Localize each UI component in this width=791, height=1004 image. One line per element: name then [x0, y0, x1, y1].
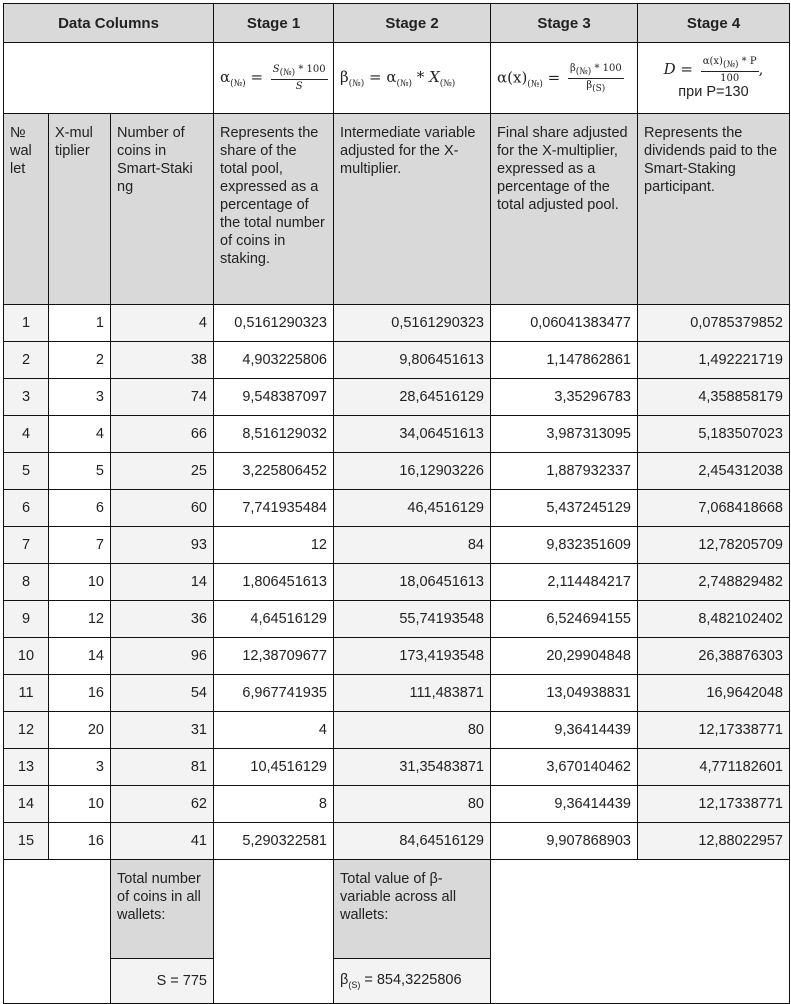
header-data-columns: Data Columns [4, 4, 214, 43]
stage4-cell: 16,9642048 [638, 675, 790, 712]
totals-blank-left [4, 860, 111, 1004]
formula-blank [4, 43, 214, 114]
wallet-cell: 8 [4, 564, 49, 601]
stage3-cell: 1,147862861 [491, 342, 638, 379]
table-row [4, 527, 790, 564]
table-row [4, 379, 790, 416]
stage2-cell: 80 [334, 786, 491, 823]
wallet-cell: 7 [4, 527, 49, 564]
header-stage-3: Stage 3 [491, 4, 638, 43]
coins-cell: 14 [111, 564, 214, 601]
total-coins-label: Total number of coins in all wallets: [111, 860, 214, 959]
coins-cell: 41 [111, 823, 214, 860]
wallet-cell: 15 [4, 823, 49, 860]
table-row [4, 601, 790, 638]
stage2-cell: 55,74193548 [334, 601, 491, 638]
wallet-cell: 13 [4, 749, 49, 786]
multiplier-cell: 16 [49, 675, 111, 712]
formula-stage-1: $\alpha_{(№)}$ = $\frac{S_{(№)} * 100}{S}$ [214, 43, 334, 114]
header-stage-2: Stage 2 [334, 4, 491, 43]
multiplier-cell: 7 [49, 527, 111, 564]
table-row [4, 786, 790, 823]
stage3-cell: 3,670140462 [491, 749, 638, 786]
formula-stage-4: D = $\frac{\alpha(x)_{(№)} * P}{100}$ , при P=130 [638, 43, 790, 114]
header-stage-1: Stage 1 [214, 4, 334, 43]
multiplier-cell: 20 [49, 712, 111, 749]
stage1-cell: 4,64516129 [214, 601, 334, 638]
stage4-cell: 8,482102402 [638, 601, 790, 638]
stage1-cell: 6,967741935 [214, 675, 334, 712]
multiplier-cell: 3 [49, 749, 111, 786]
wallet-cell: 14 [4, 786, 49, 823]
stage1-cell: 0,5161290323 [214, 305, 334, 342]
stage2-cell: 34,06451613 [334, 416, 491, 453]
stage4-cell: 1,492221719 [638, 342, 790, 379]
totals-blank-right [491, 860, 790, 1004]
table-row [4, 749, 790, 786]
stage1-cell: 9,548387097 [214, 379, 334, 416]
desc-multiplier: X-mul tiplier [49, 114, 111, 305]
stage4-cell: 12,78205709 [638, 527, 790, 564]
desc-stage-1: Represents the share of the total pool, expressed as a percentage of the total number of coins in staking. [214, 114, 334, 305]
wallet-cell: 2 [4, 342, 49, 379]
stage3-cell: 13,04938831 [491, 675, 638, 712]
stage1-cell: 12 [214, 527, 334, 564]
stage2-cell: 84 [334, 527, 491, 564]
multiplier-cell: 12 [49, 601, 111, 638]
stage4-cell: 12,17338771 [638, 712, 790, 749]
total-coins-value: S = 775 [111, 959, 214, 1004]
stage4-cell: 12,88022957 [638, 823, 790, 860]
stage1-cell: 12,38709677 [214, 638, 334, 675]
stage2-cell: 111,483871 [334, 675, 491, 712]
stage1-cell: 8 [214, 786, 334, 823]
stage2-cell: 46,4516129 [334, 490, 491, 527]
multiplier-cell: 14 [49, 638, 111, 675]
wallet-cell: 4 [4, 416, 49, 453]
table-row [4, 342, 790, 379]
stage1-cell: 8,516129032 [214, 416, 334, 453]
totals-label-row [4, 860, 790, 959]
table-row [4, 490, 790, 527]
wallet-cell: 9 [4, 601, 49, 638]
multiplier-cell: 10 [49, 564, 111, 601]
stage3-cell: 1,887932337 [491, 453, 638, 490]
wallet-cell: 12 [4, 712, 49, 749]
multiplier-cell: 16 [49, 823, 111, 860]
table-row [4, 564, 790, 601]
table-row [4, 638, 790, 675]
coins-cell: 38 [111, 342, 214, 379]
coins-cell: 81 [111, 749, 214, 786]
formula-note: при P=130 [678, 84, 749, 100]
multiplier-cell: 1 [49, 305, 111, 342]
stage3-cell: 0,06041383477 [491, 305, 638, 342]
stage2-cell: 28,64516129 [334, 379, 491, 416]
stage3-cell: 2,114484217 [491, 564, 638, 601]
stage4-cell: 5,183507023 [638, 416, 790, 453]
wallet-cell: 5 [4, 453, 49, 490]
stage1-cell: 4 [214, 712, 334, 749]
stage1-cell: 5,290322581 [214, 823, 334, 860]
stage3-cell: 5,437245129 [491, 490, 638, 527]
multiplier-cell: 3 [49, 379, 111, 416]
stage4-cell: 7,068418668 [638, 490, 790, 527]
totals-blank-mid [214, 860, 334, 1004]
wallet-cell: 1 [4, 305, 49, 342]
stage2-cell: 173,4193548 [334, 638, 491, 675]
desc-coins: Number of coins in Smart-Staki ng [111, 114, 214, 305]
stage1-cell: 1,806451613 [214, 564, 334, 601]
multiplier-cell: 4 [49, 416, 111, 453]
wallet-cell: 11 [4, 675, 49, 712]
wallet-cell: 3 [4, 379, 49, 416]
stage2-cell: 16,12903226 [334, 453, 491, 490]
coins-cell: 25 [111, 453, 214, 490]
coins-cell: 96 [111, 638, 214, 675]
wallet-cell: 10 [4, 638, 49, 675]
table-row [4, 305, 790, 342]
desc-stage-3: Final share adjusted for the X-multiplier, expressed as a percentage of the total adjusted pool. [491, 114, 638, 305]
desc-stage-4: Represents the dividends paid to the Smart-Staking participant. [638, 114, 790, 305]
stage4-cell: 2,454312038 [638, 453, 790, 490]
stage3-cell: 9,832351609 [491, 527, 638, 564]
coins-cell: 4 [111, 305, 214, 342]
total-beta-label: Total value of β-variable across all wallets: [334, 860, 491, 959]
coins-cell: 93 [111, 527, 214, 564]
coins-cell: 60 [111, 490, 214, 527]
stage4-cell: 2,748829482 [638, 564, 790, 601]
stage2-cell: 18,06451613 [334, 564, 491, 601]
coins-cell: 62 [111, 786, 214, 823]
stage1-cell: 3,225806452 [214, 453, 334, 490]
header-row [4, 4, 790, 43]
stage3-cell: 20,29904848 [491, 638, 638, 675]
table-row [4, 823, 790, 860]
header-stage-4: Stage 4 [638, 4, 790, 43]
desc-wallet: № wal let [4, 114, 49, 305]
stage2-cell: 9,806451613 [334, 342, 491, 379]
multiplier-cell: 5 [49, 453, 111, 490]
stage4-cell: 12,17338771 [638, 786, 790, 823]
stage1-cell: 4,903225806 [214, 342, 334, 379]
stage2-cell: 80 [334, 712, 491, 749]
desc-stage-2: Intermediate variable adjusted for the X-multiplier. [334, 114, 491, 305]
stage3-cell: 3,35296783 [491, 379, 638, 416]
formula-row [4, 43, 790, 114]
coins-cell: 36 [111, 601, 214, 638]
coins-cell: 74 [111, 379, 214, 416]
stage3-cell: 9,36414439 [491, 712, 638, 749]
stage2-cell: 84,64516129 [334, 823, 491, 860]
coins-cell: 66 [111, 416, 214, 453]
formula-stage-2: $\beta_{(№)} = \alpha_{(№)} * X_{(№)}$ [334, 43, 491, 114]
stage4-cell: 4,771182601 [638, 749, 790, 786]
stage3-cell: 9,907868903 [491, 823, 638, 860]
total-beta-value: $\beta_{(S)} = 854,3225806$ [334, 959, 491, 1004]
stage2-cell: 31,35483871 [334, 749, 491, 786]
table-row [4, 675, 790, 712]
stage4-cell: 26,38876303 [638, 638, 790, 675]
table-row [4, 453, 790, 490]
wallet-cell: 6 [4, 490, 49, 527]
coins-cell: 54 [111, 675, 214, 712]
stage3-cell: 6,524694155 [491, 601, 638, 638]
multiplier-cell: 6 [49, 490, 111, 527]
stage4-cell: 0,0785379852 [638, 305, 790, 342]
stage1-cell: 7,741935484 [214, 490, 334, 527]
table-row [4, 416, 790, 453]
formula-stage-3: $\alpha(x)_{(№)}$ = $\frac{\beta_{(№)} * 100}{\beta_{(S)}}$ [491, 43, 638, 114]
stage3-cell: 3,987313095 [491, 416, 638, 453]
table-row [4, 712, 790, 749]
multiplier-cell: 2 [49, 342, 111, 379]
stage2-cell: 0,5161290323 [334, 305, 491, 342]
stage3-cell: 9,36414439 [491, 786, 638, 823]
stage1-cell: 10,4516129 [214, 749, 334, 786]
smart-staking-table [3, 3, 790, 1004]
coins-cell: 31 [111, 712, 214, 749]
description-row [4, 114, 790, 305]
data-rows [4, 305, 790, 860]
stage4-cell: 4,358858179 [638, 379, 790, 416]
multiplier-cell: 10 [49, 786, 111, 823]
